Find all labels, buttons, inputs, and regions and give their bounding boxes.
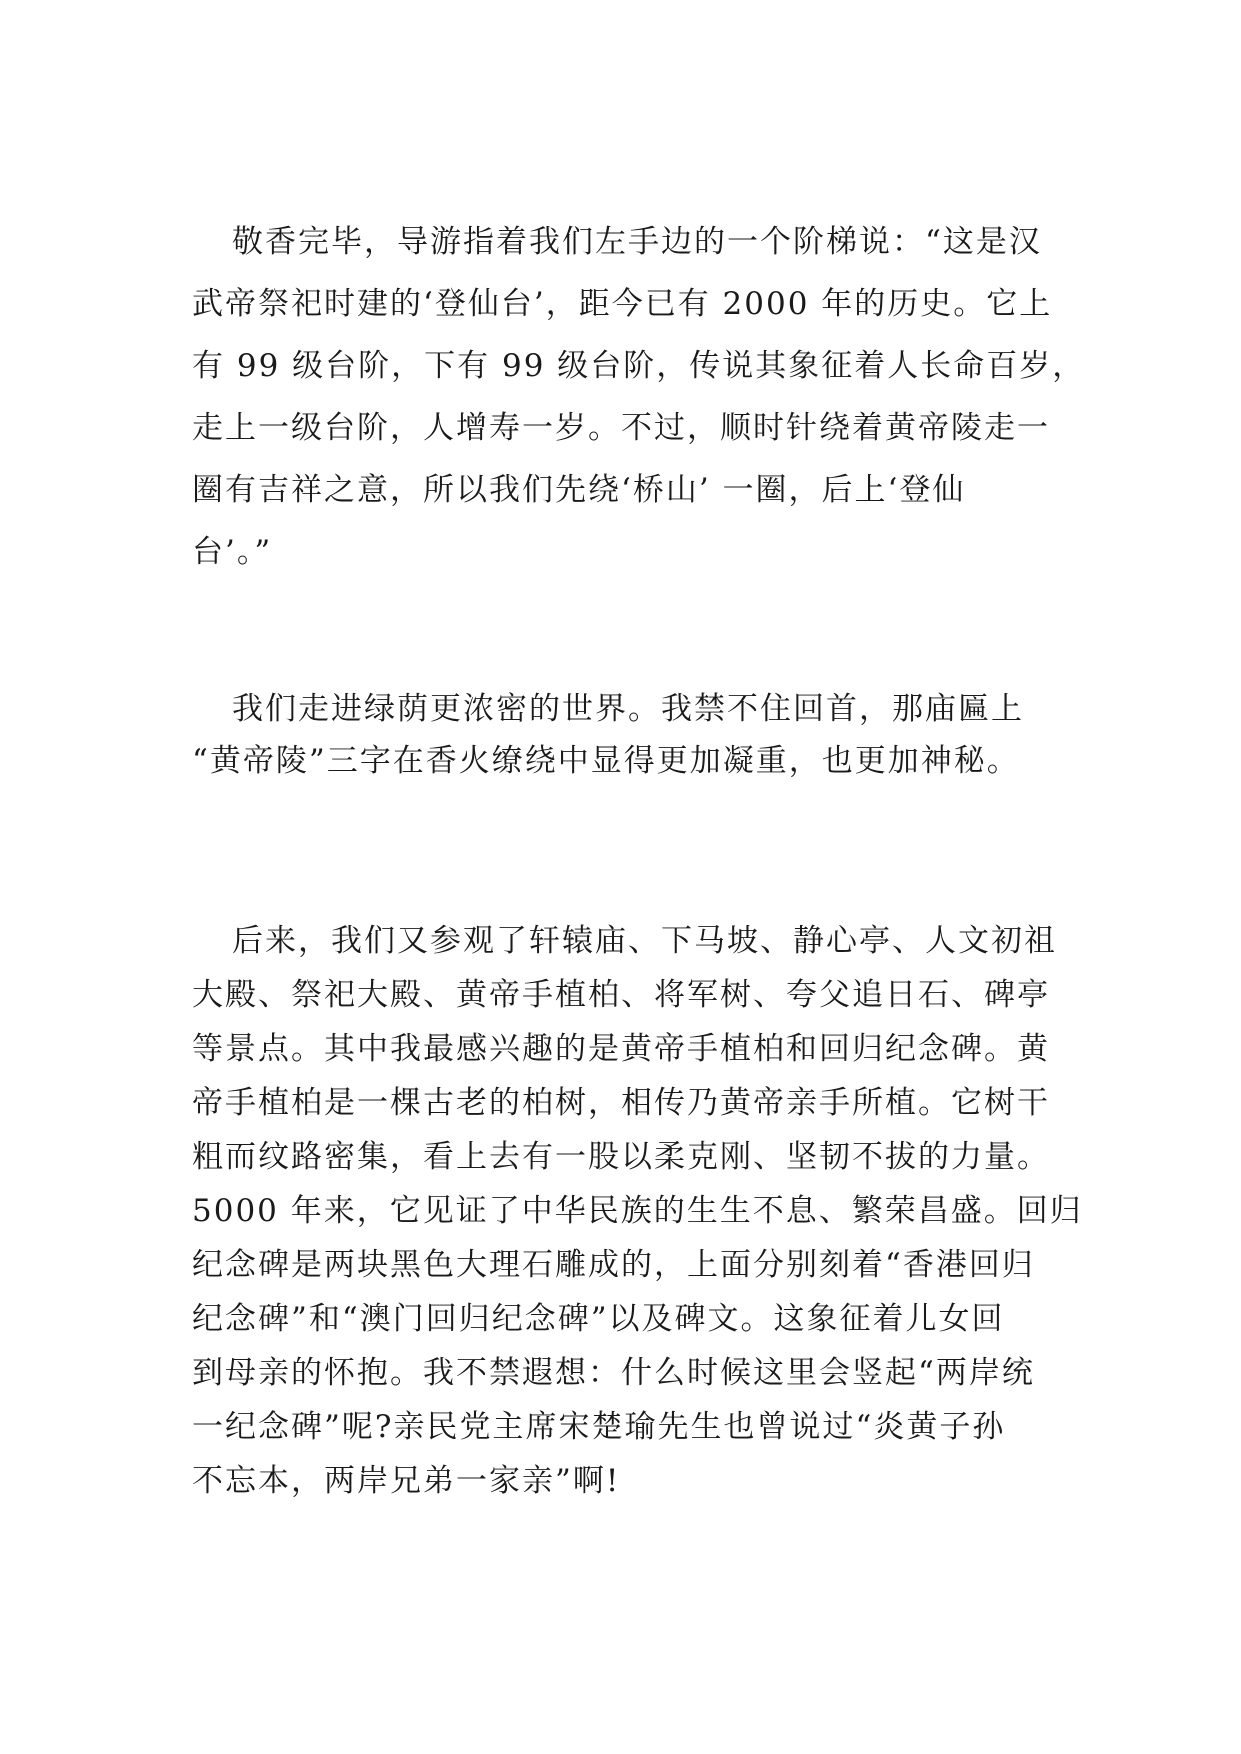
paragraph-line: 圈有吉祥之意，所以我们先绕‘桥山’ 一圈，后上‘登仙 <box>192 472 966 508</box>
paragraph-line: 纪念碑是两块黑色大理石雕成的，上面分别刻着“香港回归 <box>192 1247 1035 1283</box>
paragraph-line: 武帝祭祀时建的‘登仙台’，距今已有 2000 年的历史。它上 <box>192 286 1053 322</box>
paragraph-line: 5000 年来，它见证了中华民族的生生不息、繁荣昌盛。回归 <box>192 1193 1083 1229</box>
paragraph-line: 后来，我们又参观了轩辕庙、下马坡、静心亭、人文初祖 <box>232 923 1057 959</box>
paragraph-line: 台’。” <box>192 534 273 570</box>
paragraph-line: 有 99 级台阶，下有 99 级台阶，传说其象征着人长命百岁， <box>192 348 1086 384</box>
paragraph-line: 敬香完毕，导游指着我们左手边的一个阶梯说：“这是汉 <box>232 224 1042 260</box>
paragraph-line: 等景点。其中我最感兴趣的是黄帝手植柏和回归纪念碑。黄 <box>192 1031 1050 1067</box>
paragraph-line: 一纪念碑”呢?亲民党主席宋楚瑜先生也曾说过“炎黄子孙 <box>192 1409 1006 1445</box>
paragraph-line: 粗而纹路密集，看上去有一股以柔克刚、坚韧不拔的力量。 <box>192 1139 1050 1175</box>
paragraph-line: “黄帝陵”三字在香火缭绕中显得更加凝重，也更加神秘。 <box>192 743 1020 779</box>
paragraph-line: 纪念碑”和“澳门回归纪念碑”以及碑文。这象征着儿女回 <box>192 1301 1005 1337</box>
paragraph-line: 帝手植柏是一棵古老的柏树，相传乃黄帝亲手所植。它树干 <box>192 1085 1050 1121</box>
paragraph-line: 不忘本，两岸兄弟一家亲”啊! <box>192 1463 621 1499</box>
paragraph-line: 到母亲的怀抱。我不禁遐想：什么时候这里会竖起“两岸统 <box>192 1355 1035 1391</box>
paragraph-line: 我们走进绿荫更浓密的世界。我禁不住回首，那庙匾上 <box>232 691 1024 727</box>
paragraph-line: 走上一级台阶，人增寿一岁。不过，顺时针绕着黄帝陵走一 <box>192 410 1050 446</box>
paragraph-line: 大殿、祭祀大殿、黄帝手植柏、将军树、夸父追日石、碑亭 <box>192 977 1050 1013</box>
